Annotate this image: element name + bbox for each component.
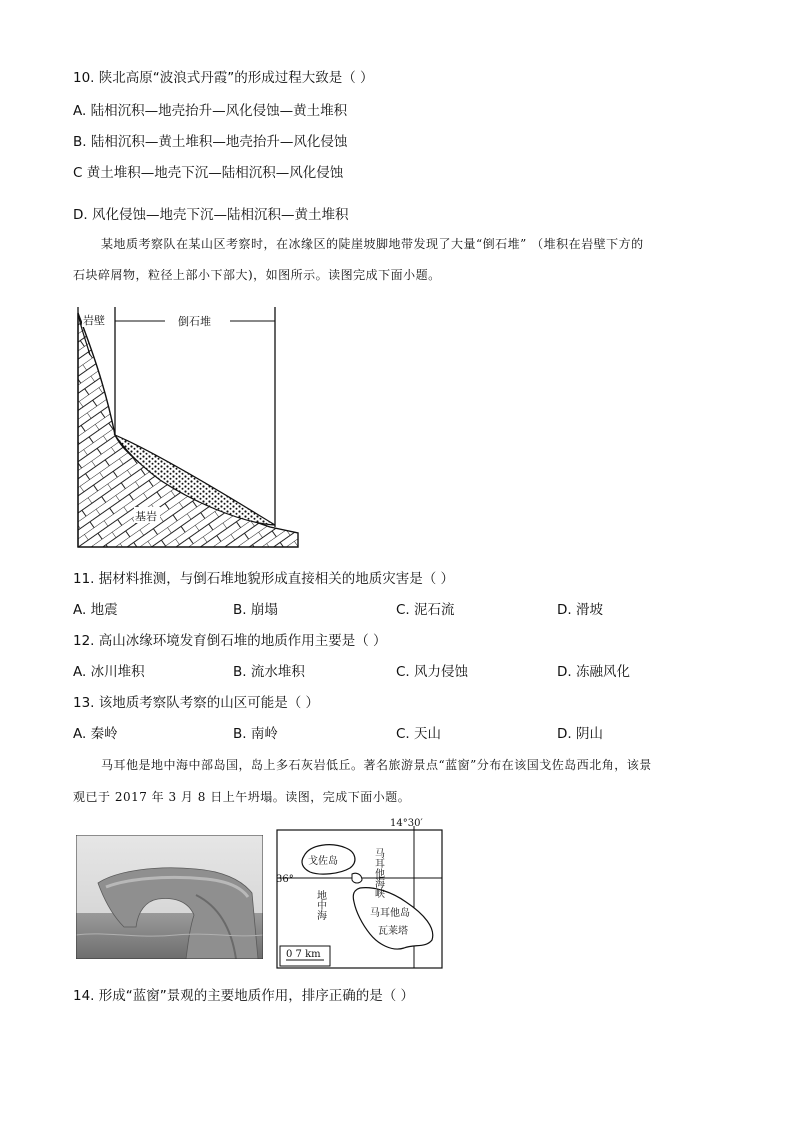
label-bedrock: 基岩 — [135, 510, 157, 523]
q13-option-b: B. 南岭 — [233, 726, 278, 742]
q12-option-d: D. 冻融风化 — [557, 664, 630, 680]
scale-label: 0 7 km — [286, 949, 321, 960]
q13-option-a: A. 秦岭 — [73, 726, 118, 742]
q10-option-a: A. 陆相沉积—地壳抬升—风化侵蚀—黄土堆积 — [73, 103, 348, 119]
bedrock-shape — [78, 313, 298, 547]
q11-option-c: C. 泥石流 — [396, 602, 455, 618]
q13-option-c: C. 天山 — [396, 726, 442, 742]
longitude-label: 14°30′ — [390, 818, 423, 829]
gozo-label: 戈佐岛 — [308, 856, 338, 867]
passage2-line1: 马耳他是地中海中部岛国，岛上多石灰岩低丘。著名旅游景点“蓝窗”分布在该国戈佐岛西北角，该景 — [101, 758, 652, 772]
q11-stem: 11. 据材料推测，与倒石堆地貌形成直接相关的地质灾害是（ ） — [73, 571, 455, 587]
passage2-line2: 观已于 2017 年 3 月 8 日上午坍塌。读图，完成下面小题。 — [73, 790, 411, 804]
latitude-label: 36° — [276, 874, 294, 885]
q12-option-b: B. 流水堆积 — [233, 664, 305, 680]
q10-option-b: B. 陆相沉积—黄土堆积—地壳抬升—风化侵蚀 — [73, 134, 348, 150]
q11-option-d: D. 滑坡 — [557, 602, 603, 618]
azure-window-photo — [76, 835, 263, 959]
malta-label: 马耳他岛 — [370, 908, 410, 919]
q13-option-d: D. 阴山 — [557, 726, 603, 742]
sea-label: 地中海 — [314, 890, 326, 920]
talus-diagram — [70, 305, 305, 550]
q10-stem: 10. 陕北高原“波浪式丹霞”的形成过程大致是（ ） — [73, 70, 374, 86]
valletta-label: 瓦莱塔 — [378, 926, 408, 937]
q11-option-b: B. 崩塌 — [233, 602, 278, 618]
label-cliff: 岩壁 — [83, 314, 105, 327]
q14-stem: 14. 形成“蓝窗”景观的主要地质作用，排序正确的是（ ） — [73, 988, 415, 1004]
strait-label: 马耳他海峡 — [372, 848, 384, 898]
q10-option-d: D. 风化侵蚀—地壳下沉—陆相沉积—黄土堆积 — [73, 207, 349, 223]
q12-option-a: A. 冰川堆积 — [73, 664, 145, 680]
q12-option-c: C. 风力侵蚀 — [396, 664, 469, 680]
passage1-line2: 石块碎屑物，粒径上部小下部大)，如图所示。读图完成下面小题。 — [73, 268, 441, 282]
passage1-line1: 某地质考察队在某山区考察时，在冰缘区的陡崖坡脚地带发现了大量“倒石堆” （堆积在岩壁下方的 — [101, 237, 644, 251]
label-talus: 倒石堆 — [178, 315, 211, 328]
q12-stem: 12. 高山冰缘环境发育倒石堆的地质作用主要是（ ） — [73, 633, 387, 649]
q10-option-c: C 黄土堆积—地壳下沉—陆相沉积—风化侵蚀 — [73, 165, 344, 181]
q11-option-a: A. 地震 — [73, 602, 118, 618]
q13-stem: 13. 该地质考察队考察的山区可能是（ ） — [73, 695, 320, 711]
malta-map — [274, 816, 446, 970]
